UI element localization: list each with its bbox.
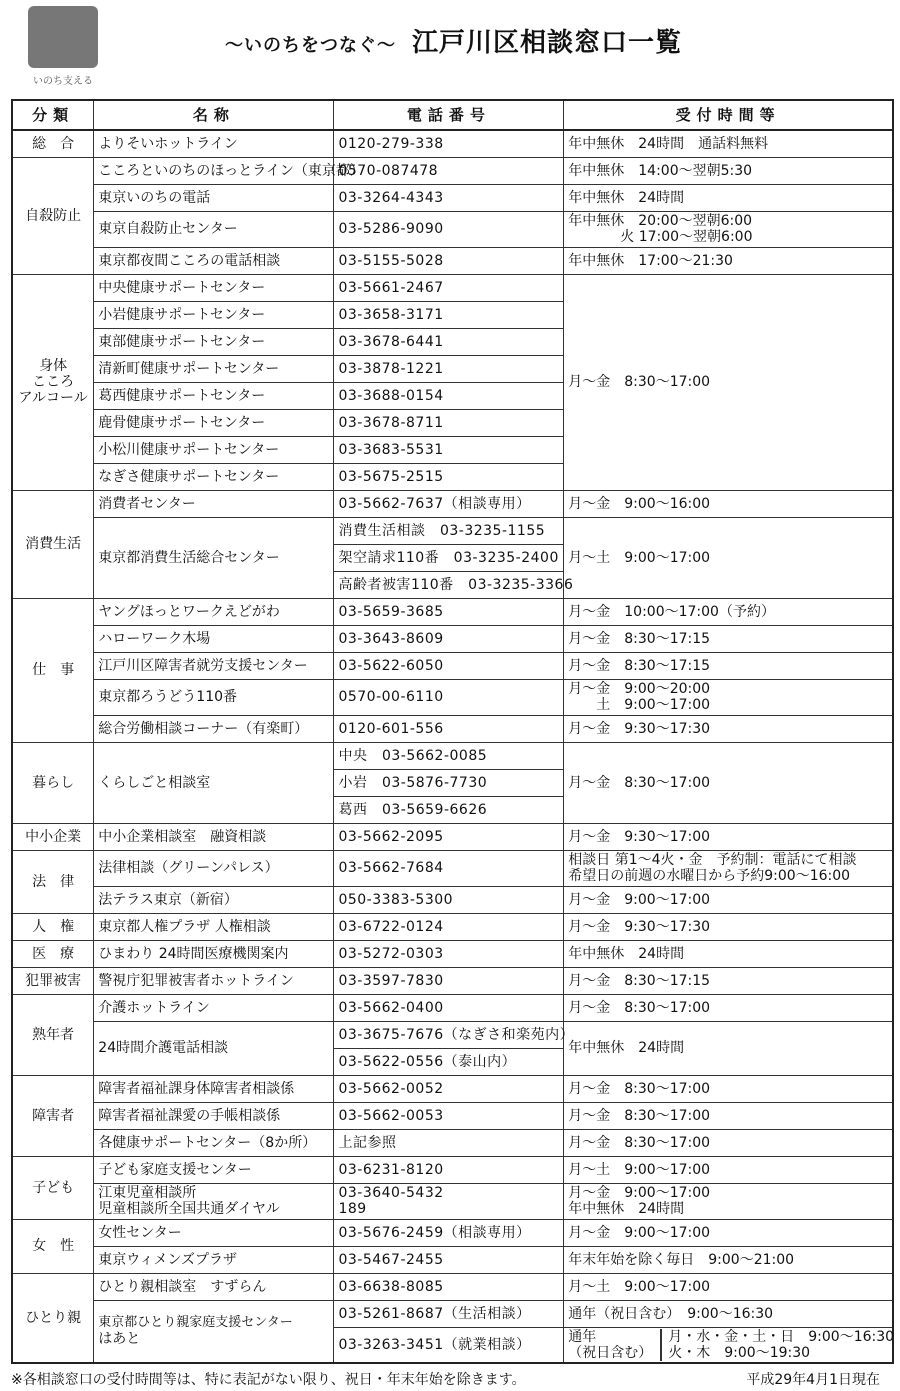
table-row bbox=[12, 913, 893, 940]
name-cell: ひとり親相談室 すずらん bbox=[94, 1273, 334, 1300]
hours-line: 火・木 9:00〜19:30 bbox=[668, 1344, 811, 1361]
table-row bbox=[12, 1219, 893, 1246]
name-cell: 女性センター bbox=[94, 1219, 334, 1246]
hours-cell: 月〜金 8:30〜17:00 bbox=[564, 994, 893, 1021]
phone-cell: 上記参照 bbox=[334, 1129, 564, 1156]
phone-cell: 03-3264-4343 bbox=[334, 184, 564, 211]
name-line: 東京都ひとり親家庭支援センター bbox=[98, 1315, 293, 1331]
hours-line: 相談日 第1〜4火・金 予約制：電話にて相談 bbox=[568, 852, 857, 868]
phone-cell: 03-3688-0154 bbox=[334, 382, 564, 409]
name-cell: 鹿骨健康サポートセンター bbox=[94, 409, 334, 436]
name-cell: 各健康サポートセンター（8か所） bbox=[94, 1129, 334, 1156]
phone-cell: 葛西 03-5659-6626 bbox=[334, 796, 564, 823]
hours-cell: 年末年始を除く毎日 9:00〜21:00 bbox=[564, 1246, 893, 1273]
hours-cell: 月〜土 9:00〜17:00 bbox=[564, 517, 893, 598]
name-cell: 介護ホットライン bbox=[94, 994, 334, 1021]
name-cell: 東京都ろうどう110番 bbox=[94, 679, 334, 715]
page-title-text: 江戸川区相談窓口一覧 bbox=[412, 28, 683, 58]
name-cell: 24時間介護電話相談 bbox=[94, 1021, 334, 1075]
category-cell: 仕 事 bbox=[12, 598, 94, 742]
phone-cell: 小岩 03-5876-7730 bbox=[334, 769, 564, 796]
phone-cell: 0570-087478 bbox=[334, 157, 564, 184]
name-cell: 東京都消費生活総合センター bbox=[94, 517, 334, 598]
logo-text: いのち支える bbox=[33, 76, 93, 87]
phone-cell: 03-5662-0052 bbox=[334, 1075, 564, 1102]
name-cell: 法テラス東京（新宿） bbox=[94, 886, 334, 913]
table-row bbox=[12, 1021, 893, 1048]
table-row bbox=[12, 1129, 893, 1156]
category-cell: 消費生活 bbox=[12, 490, 94, 598]
phone-cell: 03-6231-8120 bbox=[334, 1156, 564, 1183]
hours-cell: 月〜金 9:00〜17:00 bbox=[564, 1219, 893, 1246]
name-cell: 東京いのちの電話 bbox=[94, 184, 334, 211]
header-hours: 受付時間等 bbox=[564, 100, 893, 130]
table-row bbox=[12, 967, 893, 994]
name-cell: くらしごと相談室 bbox=[94, 742, 334, 823]
phone-cell: 03-3658-3171 bbox=[334, 301, 564, 328]
hours-cell bbox=[564, 211, 893, 247]
phone-cell: 03-5659-3685 bbox=[334, 598, 564, 625]
phone-cell: 03-5286-9090 bbox=[334, 211, 564, 247]
category-cell: 女 性 bbox=[12, 1219, 94, 1273]
footer-note: ※各相談窓口の受付時間等は、特に表記がない限り、祝日・年末年始を除きます。 bbox=[11, 1372, 526, 1388]
hours-cell: 月〜金 8:30〜17:00 bbox=[564, 1075, 893, 1102]
hours-line: 土 9:00〜17:00 bbox=[596, 697, 711, 713]
name-cell: 障害者福祉課愛の手帳相談係 bbox=[94, 1102, 334, 1129]
hours-cell: 年中無休 24時間 通話料無料 bbox=[564, 130, 893, 157]
hours-line: 年中無休 20:00〜翌朝6:00 bbox=[568, 213, 753, 229]
hours-line: 希望日の前週の水曜日から予約9:00〜16:00 bbox=[568, 868, 851, 884]
hours-line: 火 17:00〜翌朝6:00 bbox=[620, 229, 753, 245]
category-cell: 人 権 bbox=[12, 913, 94, 940]
hours-line: 通年 bbox=[568, 1328, 597, 1345]
table-row bbox=[12, 1183, 893, 1219]
name-cell: 障害者福祉課身体障害者相談係 bbox=[94, 1075, 334, 1102]
logo bbox=[22, 6, 104, 86]
phone-cell: 高齢者被害110番 03-3235-3366 bbox=[334, 571, 564, 598]
name-cell: ヤングほっとワークえどがわ bbox=[94, 598, 334, 625]
category-cell: 法 律 bbox=[12, 850, 94, 913]
header-phone: 電話番号 bbox=[334, 100, 564, 130]
name-cell: 警視庁犯罪被害者ホットライン bbox=[94, 967, 334, 994]
category-cell: ひとり親 bbox=[12, 1273, 94, 1363]
table-row bbox=[12, 1075, 893, 1102]
phone-cell: 03-3683-5531 bbox=[334, 436, 564, 463]
hours-line: 年中無休 24時間 bbox=[568, 1201, 685, 1217]
hours-cell: 月〜金 9:00〜16:00 bbox=[564, 490, 893, 517]
phone-cell: 03-6722-0124 bbox=[334, 913, 564, 940]
phone-cell: 03-5662-7684 bbox=[334, 850, 564, 886]
hours-cell: 月〜金 8:30〜17:15 bbox=[564, 652, 893, 679]
name-cell: ひまわり 24時間医療機関案内 bbox=[94, 940, 334, 967]
table-row bbox=[12, 211, 893, 247]
page-title bbox=[225, 22, 682, 59]
name-cell: 中小企業相談室 融資相談 bbox=[94, 823, 334, 850]
name-cell: 東部健康サポートセンター bbox=[94, 328, 334, 355]
phone-cell: 03-3675-7676（なぎさ和楽苑内） bbox=[334, 1021, 564, 1048]
table-row bbox=[12, 157, 893, 184]
phone-cell: 050-3383-5300 bbox=[334, 886, 564, 913]
name-cell: 東京自殺防止センター bbox=[94, 211, 334, 247]
name-cell: よりそいホットライン bbox=[94, 130, 334, 157]
phone-cell: 0570-00-6110 bbox=[334, 679, 564, 715]
table-row bbox=[12, 517, 893, 544]
header-name: 名称 bbox=[94, 100, 334, 130]
hours-cell: 年中無休 24時間 bbox=[564, 184, 893, 211]
name-cell bbox=[94, 1300, 334, 1363]
hours-cell: 月〜金 8:30〜17:00 bbox=[564, 274, 893, 490]
phone-cell: 03-5662-2095 bbox=[334, 823, 564, 850]
hours-cell: 月〜金 9:00〜17:00 bbox=[564, 886, 893, 913]
category-line: アルコール bbox=[18, 390, 88, 406]
category-cell: 医 療 bbox=[12, 940, 94, 967]
phone-cell: 03-5155-5028 bbox=[334, 247, 564, 274]
table-row bbox=[12, 130, 893, 157]
category-cell: 自殺防止 bbox=[12, 157, 94, 274]
phone-cell: 03-5467-2455 bbox=[334, 1246, 564, 1273]
category-cell: 子ども bbox=[12, 1156, 94, 1219]
hours-cell: 月〜金 8:30〜17:15 bbox=[564, 967, 893, 994]
hours-line: （祝日含む） bbox=[568, 1344, 653, 1361]
phone-cell: 03-3263-3451（就業相談） bbox=[334, 1327, 564, 1363]
table-row bbox=[12, 1246, 893, 1273]
hours-cell: 月〜金 8:30〜17:00 bbox=[564, 742, 893, 823]
name-line: 江東児童相談所 bbox=[98, 1185, 197, 1201]
table-row bbox=[12, 1300, 893, 1327]
hours-cell: 月〜金 8:30〜17:15 bbox=[564, 625, 893, 652]
name-cell: 江戸川区障害者就労支援センター bbox=[94, 652, 334, 679]
category-line: こころ bbox=[32, 374, 75, 390]
phone-cell bbox=[334, 1183, 564, 1219]
table-row bbox=[12, 850, 893, 886]
phone-cell: 03-5622-6050 bbox=[334, 652, 564, 679]
name-cell: 清新町健康サポートセンター bbox=[94, 355, 334, 382]
table-row bbox=[12, 715, 893, 742]
hours-cell: 月〜金 9:30〜17:30 bbox=[564, 913, 893, 940]
hours-cell: 月〜土 9:00〜17:00 bbox=[564, 1273, 893, 1300]
table-row bbox=[12, 625, 893, 652]
phone-cell: 架空請求110番 03-3235-2400 bbox=[334, 544, 564, 571]
hours-cell: 年中無休 17:00〜21:30 bbox=[564, 247, 893, 274]
table-row bbox=[12, 1102, 893, 1129]
name-line: はあと bbox=[98, 1331, 141, 1348]
hours-line: 月・水・金・土・日 9:00〜16:30 bbox=[668, 1328, 895, 1345]
phone-cell: 03-5661-2467 bbox=[334, 274, 564, 301]
table-row bbox=[12, 1156, 893, 1183]
phone-cell: 03-3678-6441 bbox=[334, 328, 564, 355]
phone-cell: 03-5676-2459（相談専用） bbox=[334, 1219, 564, 1246]
hours-cell: 月〜金 8:30〜17:00 bbox=[564, 1102, 893, 1129]
hours-cell: 通年（祝日含む） 9:00〜16:30 bbox=[564, 1300, 893, 1327]
consultation-table bbox=[11, 99, 894, 1364]
table-row bbox=[12, 823, 893, 850]
table-row bbox=[12, 1273, 893, 1300]
phone-cell: 03-5662-0400 bbox=[334, 994, 564, 1021]
name-cell: こころといのちのほっとライン（東京都） bbox=[94, 157, 334, 184]
hours-cell bbox=[564, 1183, 893, 1219]
category-cell bbox=[12, 274, 94, 490]
name-cell: 東京都人権プラザ 人権相談 bbox=[94, 913, 334, 940]
name-cell bbox=[94, 1183, 334, 1219]
phone-cell: 0120-279-338 bbox=[334, 130, 564, 157]
table-row bbox=[12, 994, 893, 1021]
table-row bbox=[12, 940, 893, 967]
category-cell: 総 合 bbox=[12, 130, 94, 157]
hours-cell: 月〜土 9:00〜17:00 bbox=[564, 1156, 893, 1183]
phone-cell: 03-5662-7637（相談専用） bbox=[334, 490, 564, 517]
hours-cell bbox=[564, 850, 893, 886]
logo-image bbox=[28, 6, 98, 68]
name-cell: 葛西健康サポートセンター bbox=[94, 382, 334, 409]
phone-cell: 03-5261-8687（生活相談） bbox=[334, 1300, 564, 1327]
hours-cell: 年中無休 24時間 bbox=[564, 1021, 893, 1075]
hours-cell bbox=[564, 679, 893, 715]
name-cell: 東京都夜間こころの電話相談 bbox=[94, 247, 334, 274]
phone-cell: 03-3678-8711 bbox=[334, 409, 564, 436]
name-cell: 消費者センター bbox=[94, 490, 334, 517]
name-cell: 東京ウィメンズプラザ bbox=[94, 1246, 334, 1273]
phone-cell: 03-5622-0556（泰山内） bbox=[334, 1048, 564, 1075]
phone-cell: 03-5662-0053 bbox=[334, 1102, 564, 1129]
name-cell: 総合労働相談コーナー（有楽町） bbox=[94, 715, 334, 742]
table-row bbox=[12, 490, 893, 517]
hours-cell bbox=[564, 1327, 893, 1363]
name-cell: 子ども家庭支援センター bbox=[94, 1156, 334, 1183]
page-subtitle: 〜いのちをつなぐ〜 bbox=[225, 35, 396, 56]
phone-cell: 03-3597-7830 bbox=[334, 967, 564, 994]
category-cell: 熟年者 bbox=[12, 994, 94, 1075]
category-cell: 暮らし bbox=[12, 742, 94, 823]
category-cell: 障害者 bbox=[12, 1075, 94, 1156]
table-row bbox=[12, 742, 893, 769]
phone-cell: 03-6638-8085 bbox=[334, 1273, 564, 1300]
table-row bbox=[12, 886, 893, 913]
name-cell: 法律相談（グリーンパレス） bbox=[94, 850, 334, 886]
hours-bracket bbox=[660, 1329, 894, 1361]
phone-line: 03-3640-5432 bbox=[338, 1185, 444, 1201]
phone-cell: 03-5272-0303 bbox=[334, 940, 564, 967]
category-cell: 中小企業 bbox=[12, 823, 94, 850]
table-row bbox=[12, 247, 893, 274]
phone-line: 189 bbox=[338, 1201, 367, 1217]
table-row bbox=[12, 274, 893, 301]
name-cell: ハローワーク木場 bbox=[94, 625, 334, 652]
hours-line: 月〜金 9:00〜17:00 bbox=[568, 1185, 711, 1201]
name-cell: 小岩健康サポートセンター bbox=[94, 301, 334, 328]
table-row bbox=[12, 679, 893, 715]
hours-line: 月〜金 9:00〜20:00 bbox=[568, 681, 711, 697]
category-cell: 犯罪被害 bbox=[12, 967, 94, 994]
hours-cell: 月〜金 9:30〜17:30 bbox=[564, 715, 893, 742]
hours-cell: 月〜金 8:30〜17:00 bbox=[564, 1129, 893, 1156]
table-row bbox=[12, 652, 893, 679]
phone-cell: 03-3878-1221 bbox=[334, 355, 564, 382]
name-line: 児童相談所全国共通ダイヤル bbox=[98, 1201, 280, 1217]
phone-cell: 中央 03-5662-0085 bbox=[334, 742, 564, 769]
category-line: 身体 bbox=[39, 358, 68, 374]
header-category: 分類 bbox=[12, 100, 94, 130]
hours-cell: 年中無休 24時間 bbox=[564, 940, 893, 967]
table-row bbox=[12, 184, 893, 211]
table-row bbox=[12, 598, 893, 625]
hours-cell: 月〜金 10:00〜17:00（予約） bbox=[564, 598, 893, 625]
phone-cell: 03-3643-8609 bbox=[334, 625, 564, 652]
phone-cell: 消費生活相談 03-3235-1155 bbox=[334, 517, 564, 544]
name-cell: 小松川健康サポートセンター bbox=[94, 436, 334, 463]
name-cell: 中央健康サポートセンター bbox=[94, 274, 334, 301]
phone-cell: 0120-601-556 bbox=[334, 715, 564, 742]
footer-date: 平成29年4月1日現在 bbox=[746, 1372, 880, 1388]
name-cell: なぎさ健康サポートセンター bbox=[94, 463, 334, 490]
table-header-row bbox=[12, 100, 893, 130]
hours-cell: 月〜金 9:30〜17:00 bbox=[564, 823, 893, 850]
hours-cell: 年中無休 14:00〜翌朝5:30 bbox=[564, 157, 893, 184]
phone-cell: 03-5675-2515 bbox=[334, 463, 564, 490]
